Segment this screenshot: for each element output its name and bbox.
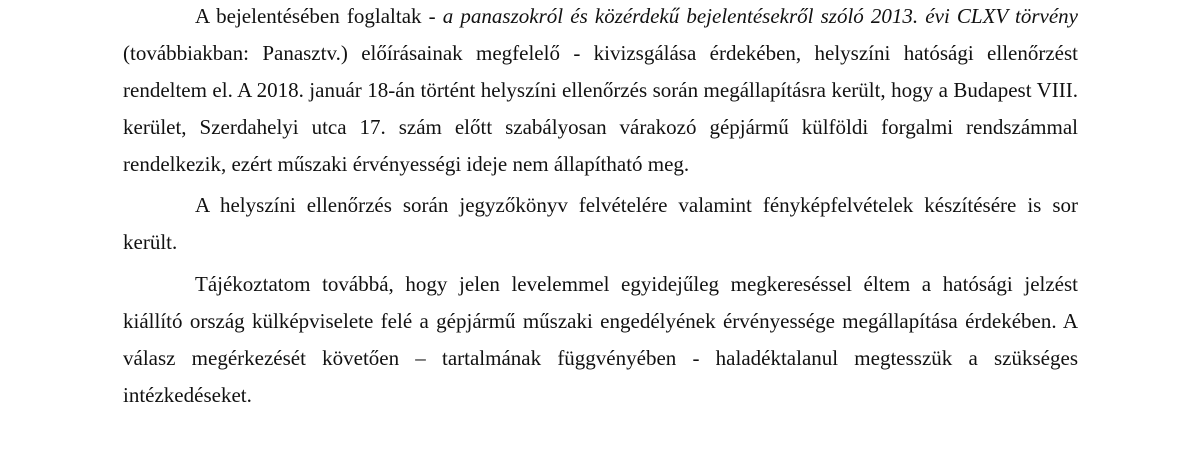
paragraph-1-lead-text: A bejelentésében foglaltak - bbox=[195, 4, 443, 28]
law-citation: a panaszokról és közérdekű bejelentésekről szóló 2013. évi CLXV törvény bbox=[442, 4, 1078, 28]
paragraph-follow-up: Tájékoztatom továbbá, hogy jelen levelemmel egyidejűleg megkereséssel éltem a hatósági jelzést kiállító ország külképviselete felé a gépjármű műszaki engedélyének érvényessége megállapítása érdekében. A válasz megérkezését követően – tartalmának függvényében - haladéktalanul megtesszük a szükséges intézkedéseket. bbox=[123, 272, 1078, 407]
paragraph-1-body-text: (továbbiakban: Panasztv.) előírásainak megfelelő - kivizsgálása érdekében, helyszíni hatósági ellenőrzést rendeltem el. A 2018. január 18-án történt helyszíni ellenőrzés során megállapításra került, hogy a Budapest VIII. kerület, Szerdahelyi utca 17. szám előtt szabályosan várakozó gépjármű külföldi forgalmi rendszámmal rendelkezik, ezért műszaki érvényességi ideje nem állapítható meg. bbox=[123, 41, 1078, 176]
document-body bbox=[123, 0, 1078, 414]
paragraph-inspection-order bbox=[123, 0, 1078, 183]
paragraph-records: A helyszíni ellenőrzés során jegyzőkönyv felvételére valamint fényképfelvételek készítésére is sor került. bbox=[123, 193, 1078, 254]
